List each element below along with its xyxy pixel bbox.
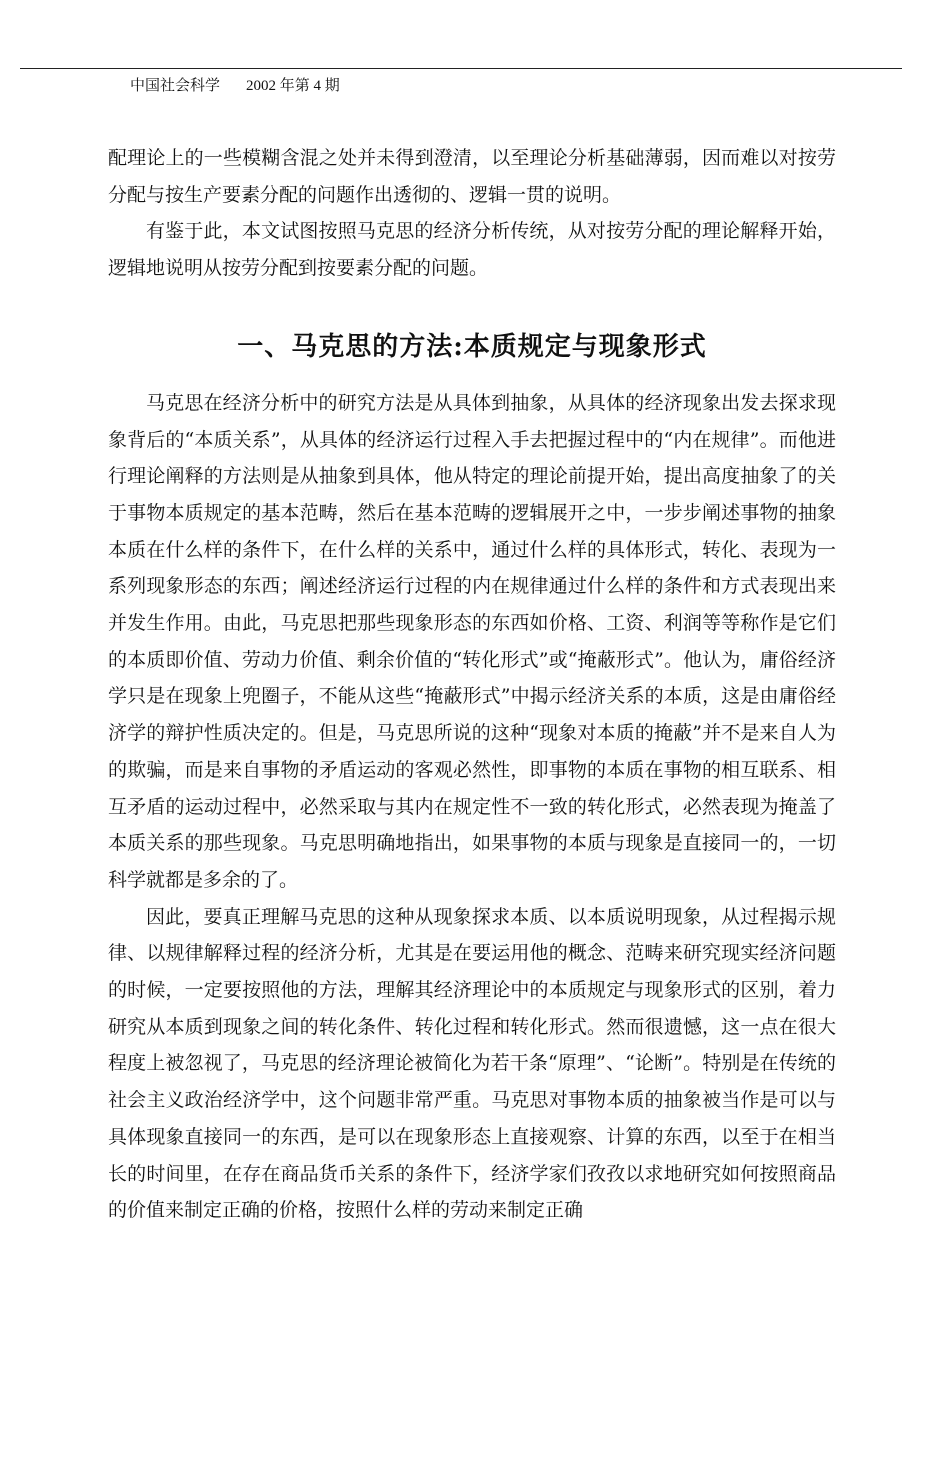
section-heading: 一、马克思的方法:本质规定与现象形式 [237,331,707,362]
paragraph: 配理论上的一些模糊含混之处并未得到澄清，以至理论分析基础薄弱，因而难以对按劳分配与按生产要素分配的问题作出透彻的、逻辑一贯的说明。 [108,147,836,206]
paragraph: 因此，要真正理解马克思的这种从现象探求本质、以本质说明现象，从过程揭示规律、以规律解释过程的经济分析，尤其是在要运用他的概念、范畴来研究现实经济问题的时候，一定要按照他的方法，理解其经济理论中的本质规定与现象形式的区别，着力研究从本质到现象之间的转化条件、转化过程和转化形式。然而很遗憾，这一点在很大程度上被忽视了，马克思的经济理论被简化为若干条“原理”、“论断”。特别是在传统的社会主义政治经济学中，这个问题非常严重。马克思对事物本质的抽象被当作是可以与具体现象直接同一的东西，是可以在现象形态上直接观察、计算的东西，以至于在相当长的时间里，在存在商品货币关系的条件下，经济学家们孜孜以求地研究如何按照商品的价值来制定正确的价格，按照什么样的劳动来制定正确 [108,905,836,1222]
journal-name: 中国社会科学 [130,76,221,94]
running-head [130,74,340,95]
issue-number: 2002 年第 4 期 [246,78,340,94]
article-body [108,140,836,1229]
header-rule [20,68,902,69]
paragraph: 有鉴于此，本文试图按照马克思的经济分析传统，从对按劳分配的理论解释开始，逻辑地说明从按劳分配到按要素分配的问题。 [108,220,836,280]
paragraph: 马克思在经济分析中的研究方法是从具体到抽象，从具体的经济现象出发去探求现象背后的“本质关系”，从具体的经济运行过程入手去把握过程中的“内在规律”。而他进行理论阐释的方法则是从抽象到具体，他从特定的理论前提开始，提出高度抽象了的关于事物本质规定的基本范畴，然后在基本范畴的逻辑展开之中，一步步阐述事物的抽象本质在什么样的条件下，在什么样的关系中，通过什么样的具体形式，转化、表现为一系列现象形态的东西；阐述经济运行过程的内在规律通过什么样的条件和方式表现出来并发生作用。由此，马克思把那些现象形态的东西如价格、工资、利润等等称作是它们的本质即价值、劳动力价值、剩余价值的“转化形式”或“掩蔽形式”。他认为，庸俗经济学只是在现象上兜圈子，不能从这些“掩蔽形式”中揭示经济关系的本质，这是由庸俗经济学的辩护性质决定的。但是，马克思所说的这种“现象对本质的掩蔽”并不是来自人为的欺骗，而是来自事物的矛盾运动的客观必然性，即事物的本质在事物的相互联系、相互矛盾的运动过程中，必然采取与其内在规定性不一致的转化形式，必然表现为掩盖了本质关系的那些现象。马克思明确地指出，如果事物的本质与现象是直接同一的，一切科学就都是多余的了。 [108,391,836,891]
